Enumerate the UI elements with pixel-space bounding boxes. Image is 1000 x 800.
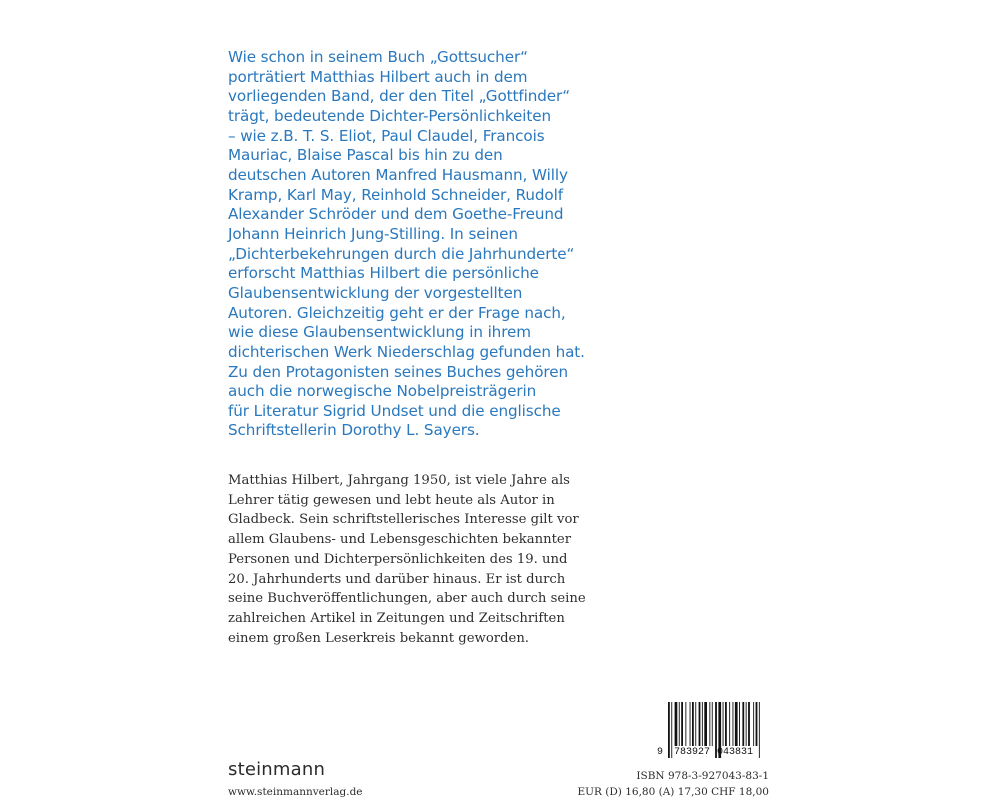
barcode-bar (690, 702, 691, 746)
barcode-bar (692, 702, 694, 746)
bio-line: Gladbeck. Sein schriftstellerisches Interesse gilt vor (228, 512, 579, 528)
barcode-bar (685, 702, 686, 746)
barcode-bar (759, 702, 760, 758)
barcode-bar (725, 702, 727, 746)
barcode-bar (671, 702, 672, 758)
bio-line: Personen und Dichterpersönlichkeiten des 19. und (228, 551, 568, 567)
barcode-digit-lead: 9 (657, 747, 664, 758)
blurb-line: – wie z.B. T. S. Eliot, Paul Claudel, Francois (228, 126, 545, 145)
barcode-bar (735, 702, 738, 746)
barcode-bar (668, 702, 670, 758)
barcode-bar (729, 702, 730, 746)
barcode-bar (739, 702, 740, 746)
barcode-bar (723, 702, 724, 746)
barcode-bar (756, 702, 758, 746)
bio-line: einem großen Leserkreis bekannt geworden. (228, 630, 530, 646)
blurb-line: auch die norwegische Nobelpreisträgerin (228, 382, 537, 401)
bio-line: allem Glaubens- und Lebensgeschichten bekannter (228, 532, 572, 548)
blurb-line: Glaubensentwicklung der vorgestellten (228, 283, 523, 302)
barcode-bar (742, 702, 744, 746)
bio-line: zahlreichen Artikel in Zeitungen und Zeitschriften (228, 610, 565, 626)
barcode-digit-left: 783927 (674, 747, 711, 758)
blurb-line: Kramp, Karl May, Reinhold Schneider, Rudolf (228, 185, 563, 204)
barcode-bar (709, 702, 710, 746)
barcode-digit-right: 043831 (717, 747, 754, 758)
barcode-bar (699, 702, 701, 746)
blurb-line: Alexander Schröder und dem Goethe-Freund (228, 205, 564, 224)
blurb-line: Johann Heinrich Jung-Stilling. In seinen (228, 224, 518, 243)
barcode-bar (748, 702, 750, 746)
publisher-logo: steinmann (228, 759, 326, 780)
barcode-bar (733, 702, 734, 746)
publisher-url: www.steinmannverlag.de (228, 786, 363, 798)
blurb-line: trägt, bedeutende Dichter-Persönlichkeiten (228, 106, 552, 125)
barcode-bar (712, 702, 713, 746)
barcode-bar (704, 702, 707, 746)
blurb-line: erforscht Matthias Hilbert die persönliche (228, 264, 539, 283)
barcode-bar (679, 702, 680, 746)
blurb-line: Autoren. Gleichzeitig geht er der Frage nach, (228, 303, 566, 322)
barcode-bar (702, 702, 703, 746)
author-bio (228, 471, 598, 648)
barcode-bar (746, 702, 747, 746)
isbn-label: ISBN 978-3-927043-83-1 (636, 770, 769, 782)
blurb-line: vorliegenden Band, der den Titel „Gottfinder“ (228, 87, 570, 106)
barcode-bar (681, 702, 683, 746)
blurb-line: für Literatur Sigrid Undset und die englische (228, 401, 561, 420)
bio-line: 20. Jahrhunderts und darüber hinaus. Er ist durch (228, 571, 566, 587)
blurb-line: deutschen Autoren Manfred Hausmann, Willy (228, 165, 568, 184)
price-label: EUR (D) 16,80 (A) 17,30 CHF 18,00 (577, 786, 769, 798)
barcode-bar (695, 702, 696, 746)
barcode-bar (675, 702, 678, 746)
bio-line: Matthias Hilbert, Jahrgang 1950, ist viele Jahre als (228, 473, 570, 488)
bio-line: seine Buchveröffentlichungen, aber auch durch seine (228, 591, 586, 607)
blurb-text (228, 48, 598, 441)
blurb-line: porträtiert Matthias Hilbert auch in dem (228, 67, 528, 86)
bio-line: Lehrer tätig gewesen und lebt heute als Autor in (228, 492, 555, 508)
blurb-line: Mauriac, Blaise Pascal bis hin zu den (228, 146, 503, 165)
blurb-line: wie diese Glaubensentwicklung in ihrem (228, 323, 531, 342)
barcode-bar (753, 702, 754, 746)
blurb-line: Zu den Protagonisten seines Buches gehören (228, 362, 568, 381)
blurb-line: „Dichterbekehrungen durch die Jahrhunderte“ (228, 244, 575, 263)
blurb-line: Schriftstellerin Dorothy L. Sayers. (228, 421, 480, 440)
blurb-line: dichterischen Werk Niederschlag gefunden hat. (228, 342, 585, 361)
blurb-line: Wie schon in seinem Buch „Gottsucher“ (228, 48, 528, 66)
